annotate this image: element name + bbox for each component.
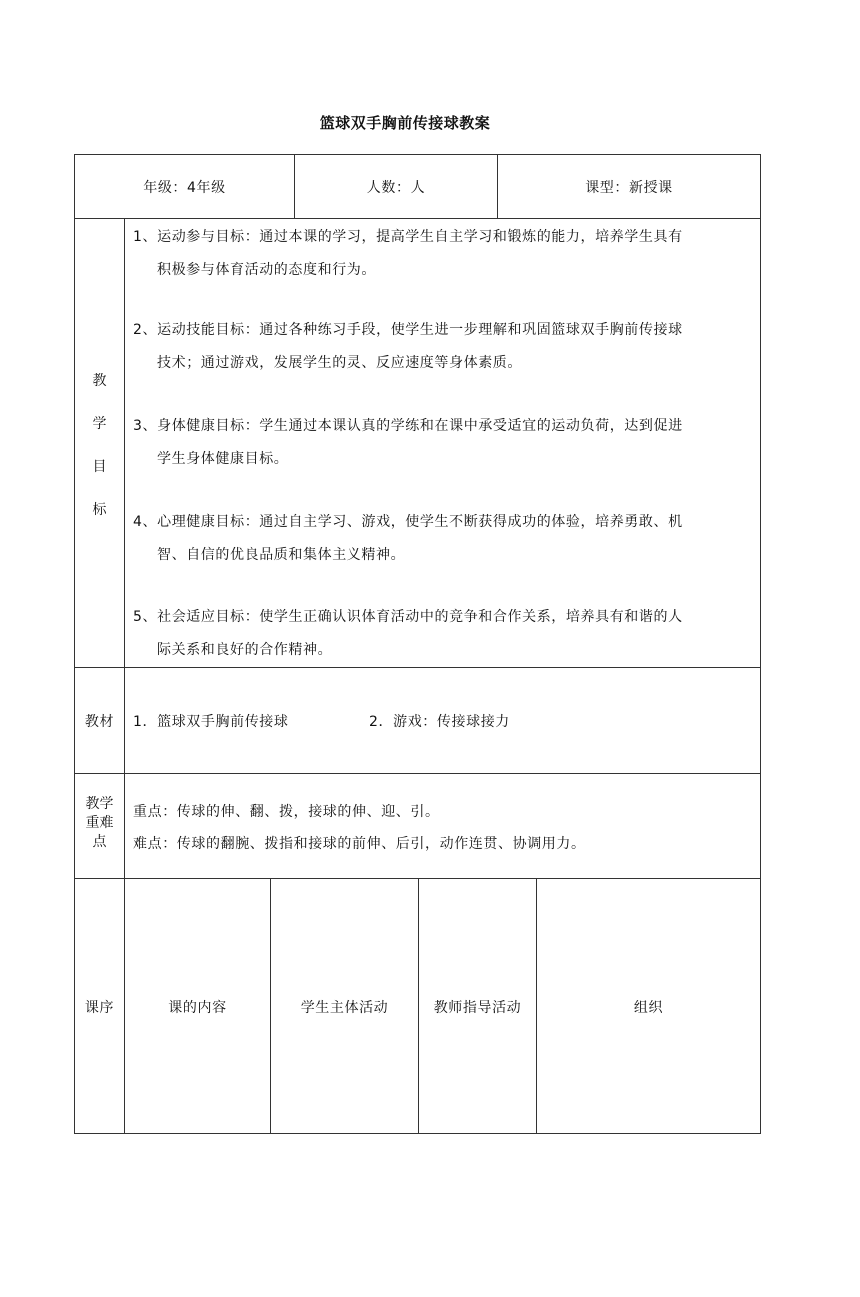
objectives-label-3: 目 [92,459,107,475]
label-column-divider [124,218,125,1133]
objective-4-line1: 4、心理健康目标：通过自主学习、游戏，使学生不断获得成功的体验，培养勇敢、机 [133,514,683,530]
materials-item-1: 1．篮球双手胸前传接球 [133,714,289,730]
objective-1-line2: 积极参与体育活动的态度和行为。 [157,262,376,278]
column-teacher-activity: 教师指导活动 [433,1000,522,1016]
key-point-difficulty: 难点：传球的翻腕、拨指和接球的前伸、后引，动作连贯、协调用力。 [133,836,586,852]
keypoints-label-2: 重难 [85,815,114,831]
table-border-left [74,154,75,1134]
page-title: 篮球双手胸前传接球教案 [319,114,491,132]
objective-item-4 [133,506,758,572]
objectives-label-4: 标 [92,502,107,518]
column-content: 课的内容 [168,1000,227,1016]
objective-5-line1: 5、社会适应目标：使学生正确认识体育活动中的竞争和合作关系，培养具有和谐的人 [133,609,683,625]
objective-3-line2: 学生身体健康目标。 [157,451,289,467]
objective-item-3 [133,410,758,476]
materials-item-2: 2．游戏：传接球接力 [369,714,510,730]
count-cell: 人数：人 [366,180,426,196]
row-divider-header [74,218,761,219]
objective-1-line1: 1、运动参与目标：通过本课的学习，提高学生自主学习和锻炼的能力，培养学生具有 [133,229,683,245]
keypoints-label-3: 点 [92,834,107,850]
table-border-top [74,154,761,155]
objectives-label-1: 教 [92,373,107,389]
objective-3-line1: 3、身体健康目标：学生通过本课认真的学练和在课中承受适宜的运动负荷，达到促进 [133,418,683,434]
lesson-type-cell: 课型：新授课 [585,180,673,196]
objective-2-line2: 技术；通过游戏，发展学生的灵、反应速度等身体素质。 [157,355,522,371]
objective-item-1 [133,221,758,287]
objective-5-line2: 际关系和良好的合作精神。 [157,642,333,658]
objectives-label-2: 学 [92,416,107,432]
objective-item-2 [133,314,758,380]
column-organization: 组织 [633,1000,664,1016]
objective-item-5 [133,601,758,667]
table-border-bottom [74,1133,761,1134]
row-divider-objectives [74,667,761,668]
column-student-activity: 学生主体活动 [300,1000,389,1016]
keypoints-label-1: 教学 [85,796,114,812]
grade-cell: 年级：4年级 [143,180,226,196]
column-order: 课序 [84,1000,115,1016]
row-divider-materials [74,773,761,774]
materials-label: 教材 [84,714,115,730]
objective-4-line2: 智、自信的优良品质和集体主义精神。 [157,547,406,563]
objective-2-line1: 2、运动技能目标：通过各种练习手段，使学生进一步理解和巩固篮球双手胸前传接球 [133,322,683,338]
key-point-focus: 重点：传球的伸、翻、拨，接球的伸、迎、引。 [133,804,440,820]
table-border-right [760,154,761,1134]
